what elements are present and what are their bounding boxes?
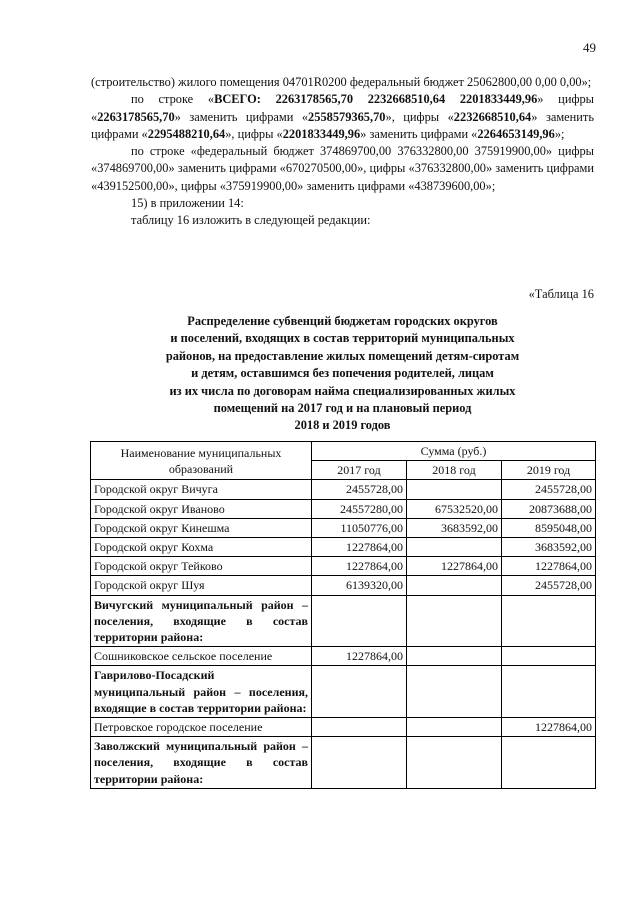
row-value [502, 595, 596, 647]
row-value: 1227864,00 [502, 557, 596, 576]
row-name: Городской округ Кинешма [91, 518, 312, 537]
row-value: 2455728,00 [502, 480, 596, 499]
row-value [407, 666, 502, 718]
row-value: 2455728,00 [312, 480, 407, 499]
table-row [91, 518, 596, 537]
row-value [407, 576, 502, 595]
table-heading [91, 313, 594, 435]
table-row [91, 737, 596, 789]
heading-line: помещений на 2017 год и на плановый период [213, 401, 472, 416]
row-name: Городской округ Тейково [91, 557, 312, 576]
paragraph: 15) в приложении 14: [131, 196, 244, 211]
table-row [91, 666, 596, 718]
distribution-table [90, 441, 596, 789]
paragraph: (строительство) жилого помещения 04701R0200 федеральный бюджет 25062800,00 0,00 0,00»; [91, 75, 592, 89]
row-name: Городской округ Шуя [91, 576, 312, 595]
header-sum-group: Сумма (руб.) [312, 442, 596, 461]
header-year-2017: 2017 год [312, 461, 407, 480]
table-row [91, 557, 596, 576]
row-name: Заволжский муниципальный район – поселения, входящие в состав территории района: [91, 737, 312, 789]
table-row [91, 576, 596, 595]
row-value [312, 737, 407, 789]
table-row [91, 499, 596, 518]
heading-line: и поселений, входящих в состав территорий муниципальных [170, 331, 515, 346]
row-value: 1227864,00 [312, 557, 407, 576]
row-value [312, 718, 407, 737]
row-name: Вичугский муниципальный район – поселения, входящие в состав территории района: [91, 595, 312, 647]
row-value: 1227864,00 [407, 557, 502, 576]
row-value [407, 647, 502, 666]
row-value [407, 480, 502, 499]
row-name: Сошниковское сельское поселение [91, 647, 312, 666]
table-row [91, 480, 596, 499]
row-value: 1227864,00 [502, 718, 596, 737]
header-year-2019: 2019 год [502, 461, 596, 480]
row-value: 1227864,00 [312, 647, 407, 666]
row-value [407, 538, 502, 557]
header-name-column: Наименование муниципальных образований [91, 442, 312, 480]
row-value: 24557280,00 [312, 499, 407, 518]
row-value: 1227864,00 [312, 538, 407, 557]
row-value: 67532520,00 [407, 499, 502, 518]
body-text [91, 74, 594, 230]
row-value [312, 595, 407, 647]
row-value: 3683592,00 [407, 518, 502, 537]
paragraph: по строке «федеральный бюджет 374869700,00 376332800,00 375919900,00» цифры «374869700,00» заменить цифрами «670270500,00», цифры «376332800,00» заменить цифрами «439152500,00», цифры «375919900,00» заменить цифрами «438739600,00»; [91, 144, 594, 193]
row-value [502, 647, 596, 666]
row-value: 8595048,00 [502, 518, 596, 537]
row-value [502, 737, 596, 789]
row-value: 6139320,00 [312, 576, 407, 595]
row-value [407, 595, 502, 647]
table-row [91, 647, 596, 666]
heading-line: и детям, оставшимся без попечения родителей, лицам [191, 366, 494, 381]
table-header-row [91, 442, 596, 461]
table-label: «Таблица 16 [528, 287, 594, 301]
row-name: Городской округ Иваново [91, 499, 312, 518]
table-body [91, 480, 596, 788]
row-value: 3683592,00 [502, 538, 596, 557]
table-row [91, 595, 596, 647]
row-value [502, 666, 596, 718]
row-name: Городской округ Вичуга [91, 480, 312, 499]
heading-line: Распределение субвенций бюджетам городских округов [187, 314, 498, 328]
paragraph: таблицу 16 изложить в следующей редакции: [131, 213, 371, 228]
row-value: 2455728,00 [502, 576, 596, 595]
row-name: Городской округ Кохма [91, 538, 312, 557]
row-value [312, 666, 407, 718]
row-value [407, 718, 502, 737]
heading-line: 2018 и 2019 годов [294, 418, 391, 433]
row-name: Петровское городское поселение [91, 718, 312, 737]
row-value: 20873688,00 [502, 499, 596, 518]
paragraph: по строке «ВСЕГО: 2263178565,70 2232668510,64 2201833449,96» цифры «2263178565,70» заменить цифрами «2558579365,70», цифры «2232668510,64» заменить цифрами «2295488210,64», цифры «2201833449,96» заменить цифрами «2264653149,96»; [91, 92, 595, 141]
heading-line: районов, на предоставление жилых помещений детям-сиротам [165, 348, 520, 363]
row-value: 11050776,00 [312, 518, 407, 537]
page-number: 49 [583, 40, 596, 55]
table-row [91, 538, 596, 557]
row-value [407, 737, 502, 789]
table-row [91, 718, 596, 737]
header-year-2018: 2018 год [407, 461, 502, 480]
row-name: Гаврилово-Посадский муниципальный район – поселения, входящие в состав территории района: [91, 666, 312, 718]
heading-line: из их числа по договорам найма специализированных жилых [169, 383, 516, 398]
